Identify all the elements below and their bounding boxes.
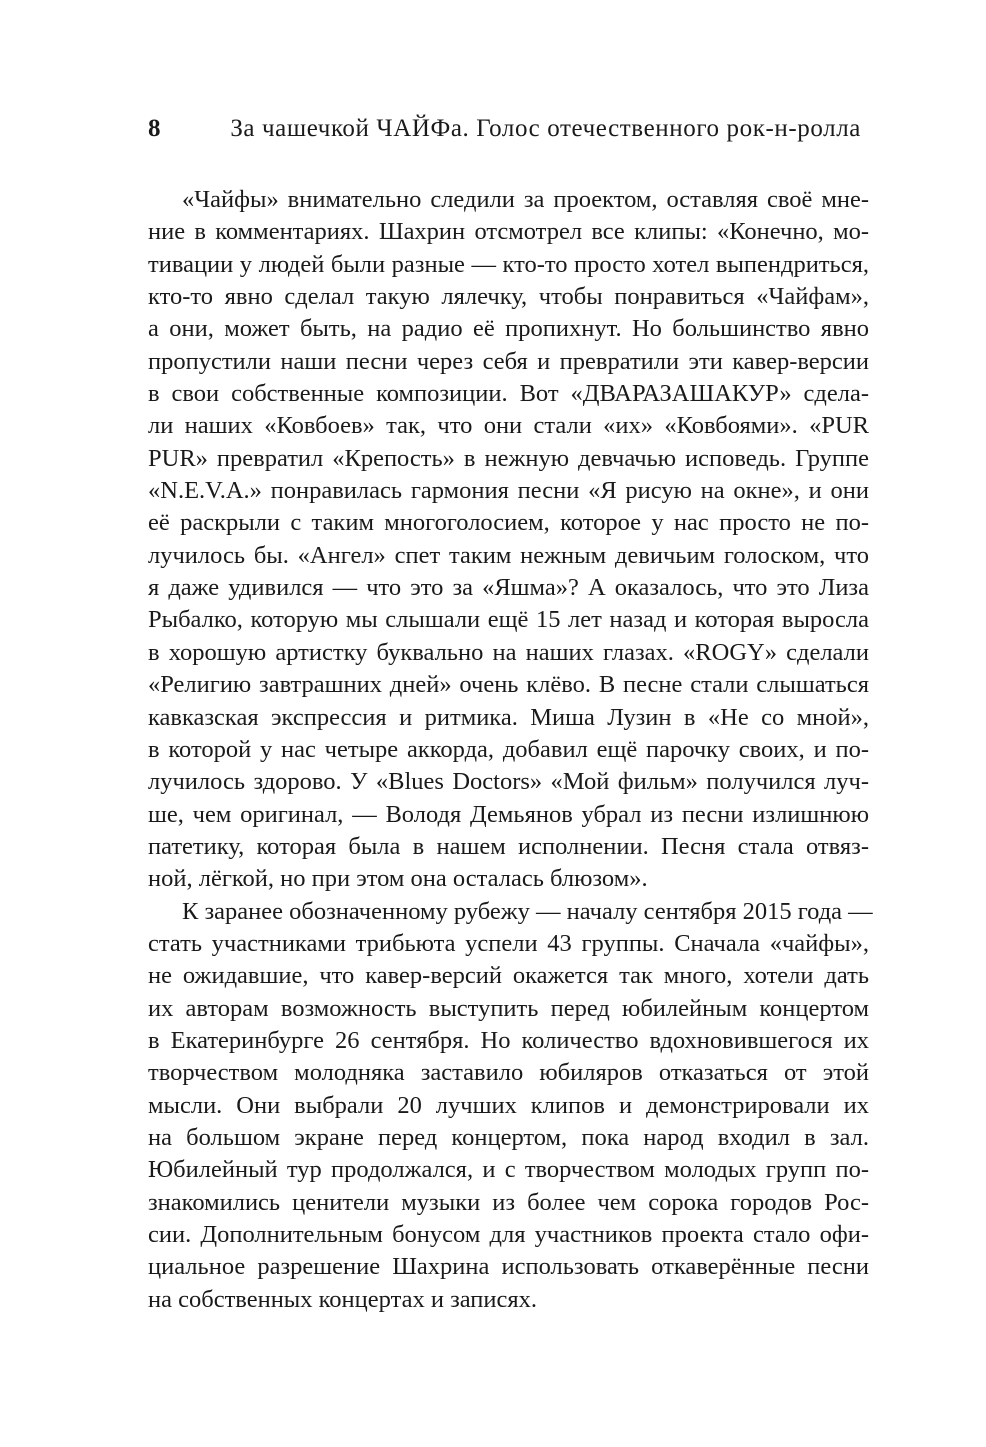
text-line: пропустили наши песни через себя и превратили эти кавер-версии bbox=[148, 347, 869, 375]
text-line: «Религию завтрашних дней» очень клёво. В песне стали слышаться bbox=[148, 671, 869, 699]
text-line: кто-то явно сделал такую лялечку, чтобы понравиться «Чайфам», bbox=[148, 283, 869, 311]
text-line: знакомились ценители музыки из более чем сорока городов Рос- bbox=[148, 1188, 869, 1216]
text-line: патетику, которая была в нашем исполнении. Песня стала отвяз- bbox=[148, 832, 869, 860]
text-line: её раскрыли с таким многоголосием, которое у нас просто не по- bbox=[148, 509, 869, 537]
text-line: в свои собственные композиции. Вот «ДВАРАЗАШАКУР» сдела- bbox=[148, 380, 869, 408]
text-line: «N.E.V.A.» понравилась гармония песни «Я рисую на окне», и они bbox=[148, 477, 869, 505]
text-line: мысли. Они выбрали 20 лучших клипов и демонстрировали их bbox=[148, 1091, 869, 1119]
body-text bbox=[148, 184, 873, 1316]
text-line: кавказская экспрессия и ритмика. Миша Лузин в «Не со мной», bbox=[148, 703, 869, 731]
text-line: PUR» превратил «Крепость» в нежную девчачью исповедь. Группе bbox=[148, 444, 869, 472]
text-line: лучилось здорово. У «Blues Doctors» «Мой фильм» получился луч- bbox=[148, 768, 869, 796]
text-line: сии. Дополнительным бонусом для участников проекта стало офи- bbox=[148, 1221, 869, 1248]
text-line: их авторам возможность выступить перед юбилейным концертом bbox=[148, 994, 869, 1022]
paragraph-1 bbox=[148, 184, 869, 896]
text-line: ли наших «Ковбоев» так, что они стали «их» «Ковбоями». «PUR bbox=[148, 412, 869, 440]
text-line: Рыбалко, которую мы слышали ещё 15 лет назад и которая выросла bbox=[148, 606, 869, 634]
text-line: Юбилейный тур продолжался, и с творчеством молодых групп по- bbox=[148, 1156, 869, 1184]
text-line: на собственных концертах и записях. bbox=[148, 1285, 538, 1313]
text-line: стать участниками трибьюта успели 43 группы. Сначала «чайфы», bbox=[148, 929, 869, 957]
text-line: творчеством молодняка заставило юбиляров отказаться от этой bbox=[148, 1059, 869, 1087]
text-line: в хорошую артистку буквально на наших глазах. «ROGY» сделали bbox=[148, 638, 869, 666]
text-line: ной, лёгкой, но при этом она осталась блюзом». bbox=[148, 865, 648, 893]
text-line: ше, чем оригинал, — Володя Демьянов убрал из песни излишнюю bbox=[148, 800, 869, 828]
text-line: лучилось бы. «Ангел» спет таким нежным девичьим голоском, что bbox=[148, 541, 869, 569]
book-title: За чашечкой ЧАЙФа. Голос отечественного рок-н-ролла bbox=[230, 115, 861, 142]
running-head bbox=[148, 112, 861, 146]
text-line: ние в комментариях. Шахрин отсмотрел все клипы: «Конечно, мо- bbox=[148, 218, 869, 246]
text-line: в которой у нас четыре аккорда, добавил ещё парочку своих, и по- bbox=[148, 735, 869, 763]
text-line: «Чайфы» внимательно следили за проектом, оставляя своё мне- bbox=[182, 186, 869, 213]
text-line: не ожидавшие, что кавер-версий окажется так много, хотели дать bbox=[148, 962, 869, 990]
paragraph-2 bbox=[148, 896, 873, 1316]
page-number: 8 bbox=[148, 115, 161, 142]
text-line: К заранее обозначенному рубежу — началу сентября 2015 года — bbox=[182, 897, 873, 925]
text-line: а они, может быть, на радио её пропихнут. Но большинство явно bbox=[148, 315, 869, 343]
text-line: в Екатеринбурге 26 сентября. Но количество вдохновившегося их bbox=[148, 1026, 869, 1054]
text-line: на большом экране перед концертом, пока народ входил в зал. bbox=[148, 1123, 869, 1151]
text-line: циальное разрешение Шахрина использовать откаверённые песни bbox=[148, 1253, 869, 1281]
text-line: я даже удивился — что это за «Яшма»? А оказалось, что это Лиза bbox=[148, 574, 869, 602]
text-line: тивации у людей были разные — кто-то просто хотел выпендриться, bbox=[148, 250, 869, 278]
